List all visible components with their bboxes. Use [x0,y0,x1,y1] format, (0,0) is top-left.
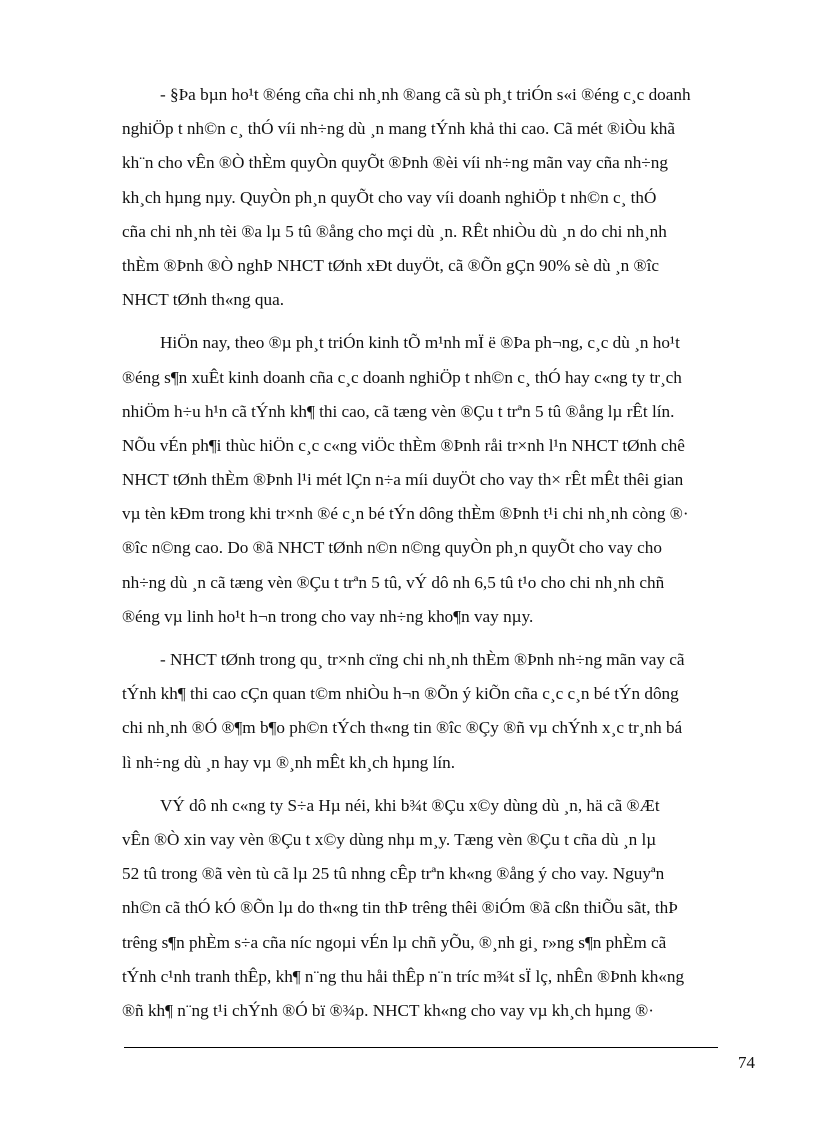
text-line: tÝnh kh¶ thi cao cÇn quan t©m nhiÒu h¬n ®Õn ý kiÕn cña c¸c c¸n bé tÝn dông [122,684,679,704]
text-line: HiÖn nay, theo ®µ ph¸t triÓn kinh tÕ m¹nh mÏ ë ®Þa ph¬ng, c¸c dù ¸n ho¹t [160,333,680,353]
text-line: vµ tèn kÐm trong khi tr×nh ®é c¸n bé tÝn dông thÈm ®Þnh t¹i chi nh¸nh còng ®· [122,504,689,524]
text-line: NHCT tØnh thÈm ®Þnh l¹i mét lÇn n÷a míi duyÖt cho vay th× rÊt mÊt thêi gian [122,470,684,490]
paragraph [122,78,742,317]
text-line: nghiÖp t nh©n c¸ thÓ víi nh÷ng dù ¸n mang tÝnh khả thi cao. Cã mét ®iÒu khã [122,119,676,139]
text-line: nh©n cã thÓ kÓ ®Õn lµ do th«ng tin thÞ trêng thêi ®iÓm ®ã cßn thiÕu sãt, thÞ [122,898,678,918]
text-line: NÕu vÉn ph¶i thùc hiÖn c¸c c«ng viÖc thÈm ®Þnh råi tr×nh l¹n NHCT tØnh chê [122,435,685,455]
body-text [122,78,742,1028]
text-line: vÊn ®Ò xin vay vèn ®Çu t x©y dùng nhµ m¸y. Tæng vèn ®Çu t cña dù ¸n lµ [122,829,657,849]
text-line: ®éng s¶n xuÊt kinh doanh cña c¸c doanh nghiÖp t nh©n c¸ thÓ hay c«ng ty tr¸ch [122,367,682,387]
text-line: - §Þa bµn ho¹t ®éng cña chi nh¸nh ®ang cã sù ph¸t triÓn s«i ®éng c¸c doanh [160,85,691,104]
text-line: VÝ dô nh c«ng ty S÷a Hµ néi, khi b¾t ®Çu x©y dùng dù ¸n, hä cã ®Æt [160,795,660,815]
paragraph [122,326,742,634]
text-line: trêng s¶n phÈm s÷a cña níc ngoµi vÉn lµ chñ yÕu, ®¸nh gi¸ r»ng s¶n phÈm cã [122,932,667,952]
text-line: kh¨n cho vÊn ®Ò thÈm quyÒn quyÕt ®Þnh ®èi víi nh÷ng mãn vay cña nh÷ng [122,153,668,173]
text-line: tÝnh c¹nh tranh thÊp, kh¶ n¨ng thu håi thÊp n¨n tríc m¾t sÏ lç, nhÊn ®Þnh kh«ng [122,966,685,986]
text-line: thÈm ®Þnh ®Ò nghÞ NHCT tØnh xÐt duyÖt, cã ®Õn gÇn 90% sè dù ¸n ®îc [122,255,659,275]
text-line: nhiÖm h÷u h¹n cã tÝnh kh¶ thi cao, cã tæng vèn ®Çu t trªn 5 tû ®ång lµ rÊt lín. [122,401,675,421]
text-line: ®ñ kh¶ n¨ng t¹i chÝnh ®Ó bï ®¾p. NHCT kh«ng cho vay vµ kh¸ch hµng ®· [122,1000,654,1020]
text-line: chi nh¸nh ®Ó ®¶m b¶o ph©n tÝch th«ng tin ®îc ®Çy ®ñ vµ chÝnh x¸c tr¸nh bá [122,718,683,738]
text-line: lì nh÷ng dù ¸n hay vµ ®¸nh mÊt kh¸ch hµng lín. [122,752,456,772]
text-line: - NHCT tØnh trong qu¸ tr×nh cïng chi nh¸nh thÈm ®Þnh nh÷ng mãn vay cã [160,650,685,669]
text-line: nh÷ng dù ¸n cã tæng vèn ®Çu t trªn 5 tû, vÝ dô nh 6,5 tû t¹o cho chi nh¸nh chñ [122,572,665,592]
text-line: cña chi nh¸nh tèi ®a lµ 5 tû ®ång cho mçi dù ¸n. RÊt nhiÒu dù ¸n do chi nh¸nh [122,221,667,241]
page-number: 74 [738,1053,755,1072]
paragraph [122,789,742,1028]
text-line: NHCT tØnh th«ng qua. [122,290,285,310]
text-line: ®îc n©ng cao. Do ®ã NHCT tØnh n©n n©ng quyÒn ph¸n quyÕt cho vay cho [122,538,662,558]
paragraph [122,643,742,780]
text-line: ®éng vµ linh ho¹t h¬n trong cho vay nh÷ng kho¶n vay nµy. [122,606,534,626]
text-line: 52 tû trong ®ã vèn tù cã lµ 25 tû nhng cÊp trªn kh«ng ®ång ý cho vay. Nguyªn [122,864,665,884]
text-line: kh¸ch hµng nµy. QuyÒn ph¸n quyÕt cho vay víi doanh nghiÖp t nh©n c¸ thÓ [122,187,657,207]
footer-rule [124,1047,718,1048]
